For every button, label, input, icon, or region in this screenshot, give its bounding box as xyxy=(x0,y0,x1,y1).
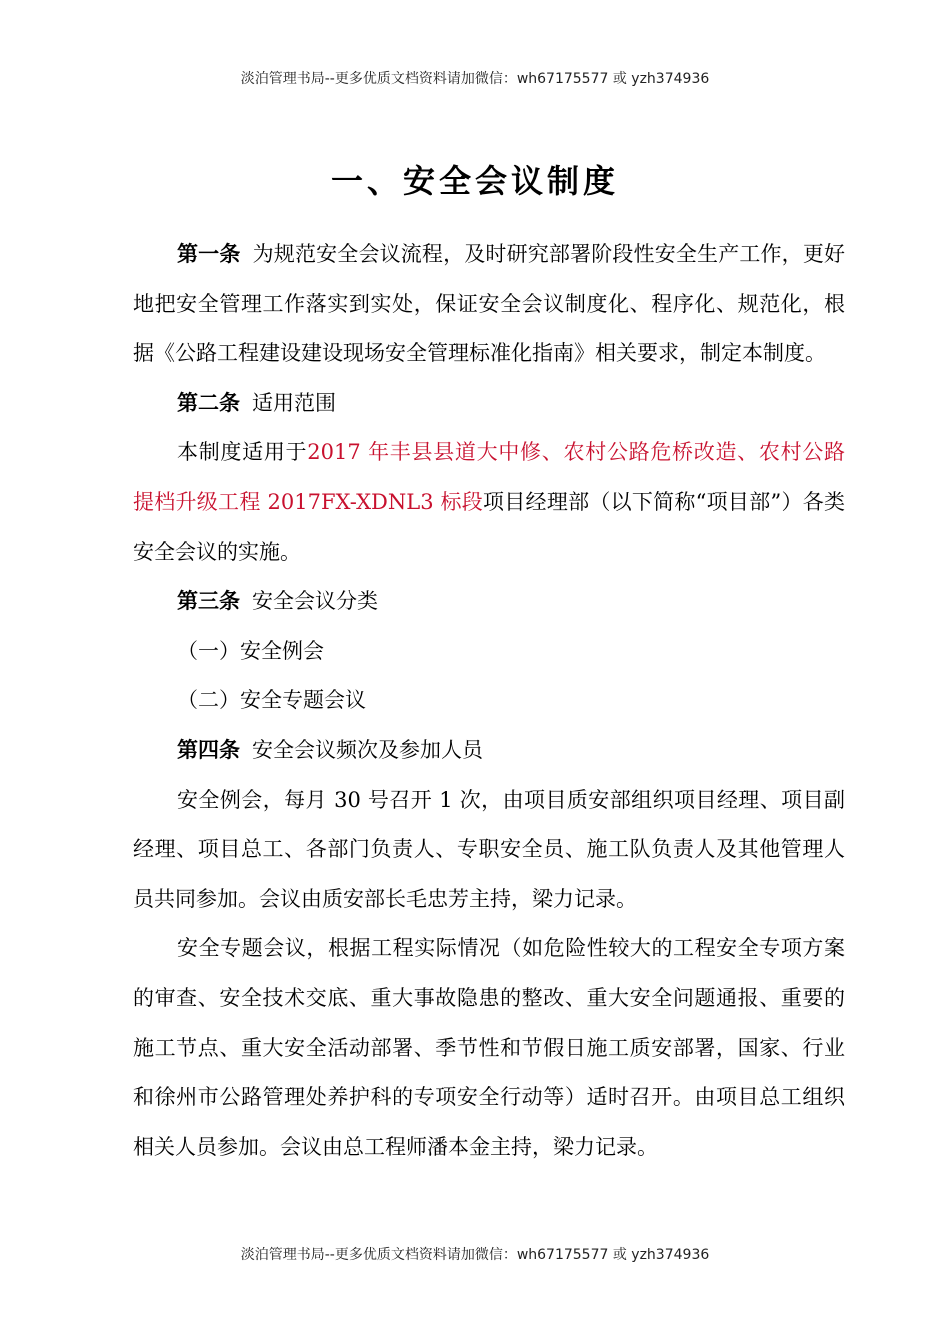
article-4-heading xyxy=(133,726,845,776)
article-2-text-pre: 本制度适用于 xyxy=(177,440,308,465)
article-3-label: 第三条 xyxy=(177,589,240,614)
article-2-text-post: 项目经理部（以下简称“项目部”）各类安全会议的实施。 xyxy=(133,489,845,564)
document-body xyxy=(133,230,845,1172)
article-3-title: 安全会议分类 xyxy=(252,589,378,614)
article-4-label: 第四条 xyxy=(177,737,240,762)
article-4-paragraph-1: 安全例会，每月 30 号召开 1 次，由项目质安部组织项目经理、项目副经理、项目总工、各部门负责人、专职安全员、施工队负责人及其他管理人员共同参加。会议由质安部长毛忠芳主持，梁力记录。 xyxy=(133,787,845,911)
list-item: （一）安全例会 xyxy=(177,638,324,663)
article-1-label: 第一条 xyxy=(177,242,241,266)
article-1-text: 为规范安全会议流程，及时研究部署阶段性安全生产工作，更好地把安全管理工作落实到实处，保证安全会议制度化、程序化、规范化，根据《公路工程建设建设现场安全管理标准化指南》相关要求，制定本制度。 xyxy=(133,242,845,366)
footer-watermark: 淡泊管理书局--更多优质文档资料请加微信：wh67175577 或 yzh374936 xyxy=(240,1247,710,1263)
project-name-highlight: 2017 年丰县县道大中修、农村公路危桥改造、农村公路提档升级工程 2017FX-XDNL3 标段 xyxy=(133,440,845,514)
article-2-heading xyxy=(133,379,845,429)
header-watermark: 淡泊管理书局--更多优质文档资料请加微信：wh67175577 或 yzh374936 xyxy=(240,71,710,87)
article-4-title: 安全会议频次及参加人员 xyxy=(252,737,483,762)
article-2-title: 适用范围 xyxy=(252,390,336,415)
article-1 xyxy=(133,230,845,379)
article-2-body xyxy=(133,428,845,577)
article-4-paragraph-2: 安全专题会议，根据工程实际情况（如危险性较大的工程安全专项方案的审查、安全技术交底、重大事故隐患的整改、重大安全问题通报、重要的施工节点、重大安全活动部署、季节性和节假日施工质安部署，国家、行业和徐州市公路管理处养护科的专项安全行动等）适时召开。由项目总工组织相关人员参加。会议由总工程师潘本金主持，梁力记录。 xyxy=(133,936,845,1159)
page-title: 一、安全会议制度 xyxy=(330,162,619,200)
article-3-heading xyxy=(133,577,845,627)
list-item: （二）安全专题会议 xyxy=(177,688,366,713)
article-2-label: 第二条 xyxy=(177,390,240,415)
